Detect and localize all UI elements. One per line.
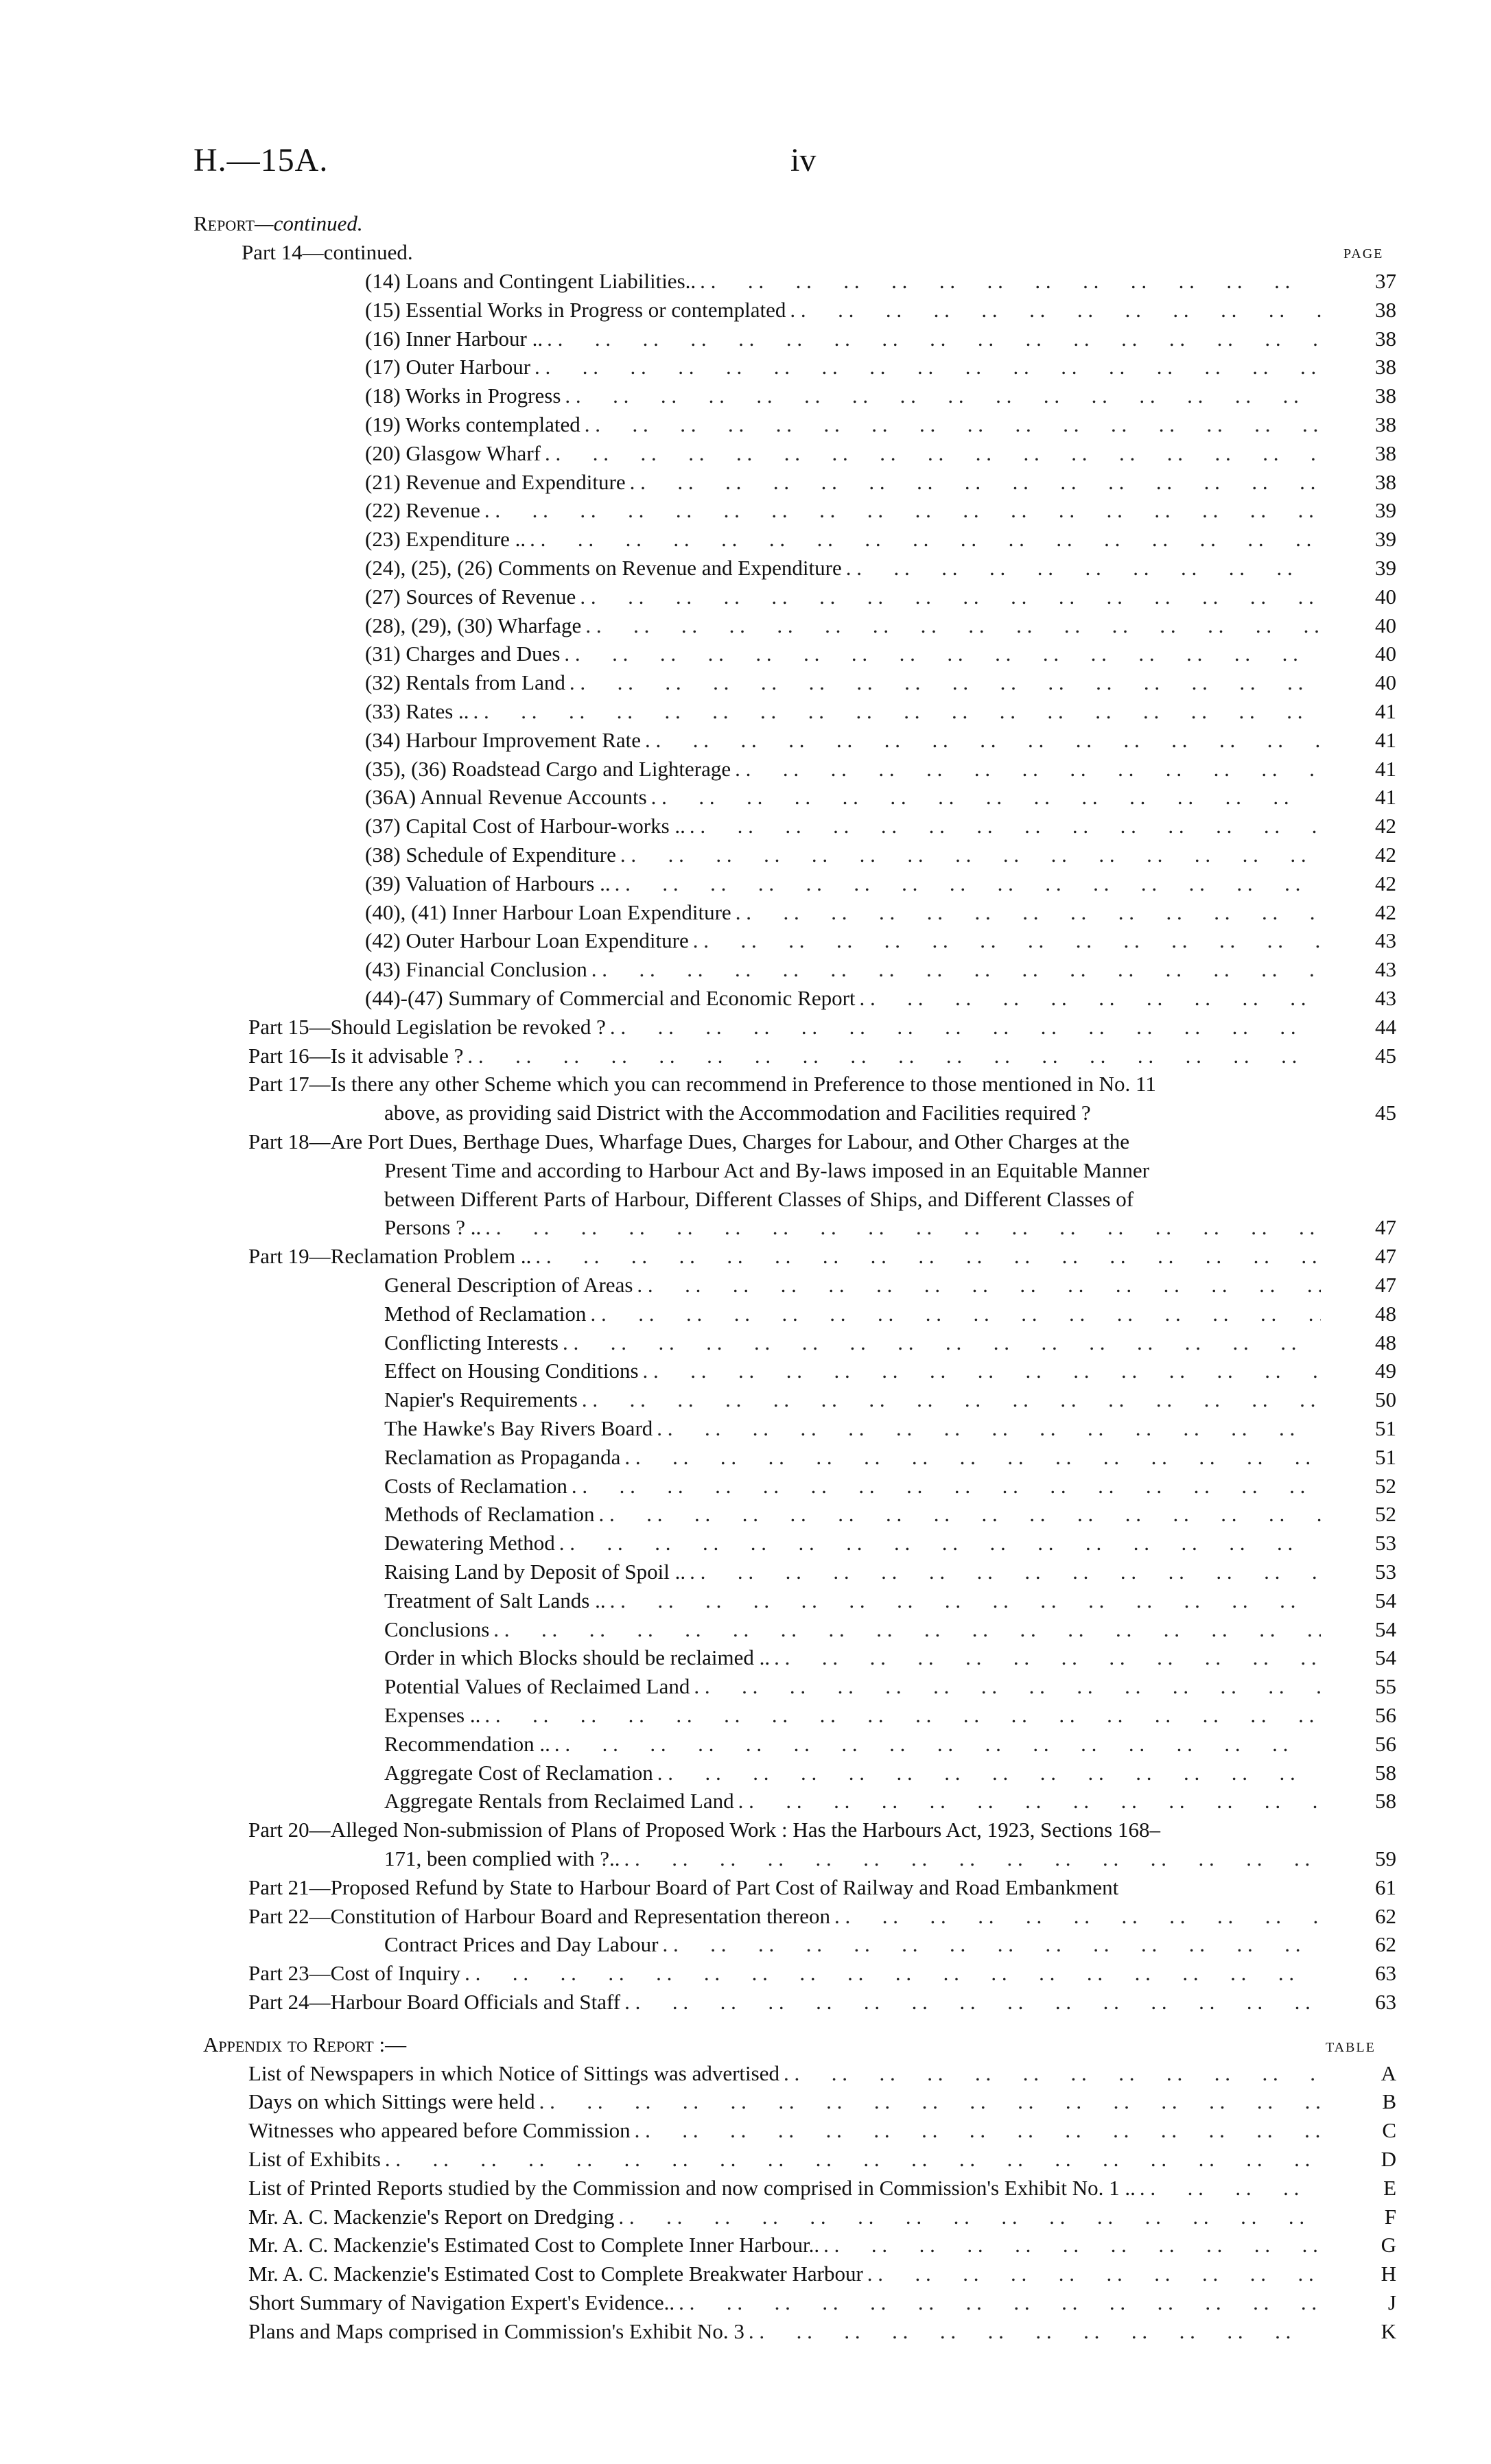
part14-item-page: 42 [1375, 871, 1396, 895]
leader-dots [1136, 2174, 1321, 2203]
part14-item [365, 668, 1321, 697]
part19-item-text: General Description of Areas [384, 1273, 633, 1297]
part14-item-page: 42 [1375, 814, 1396, 838]
part19-item-text: Potential Values of Reclaimed Land [384, 1674, 690, 1699]
leader-dots [460, 1959, 1321, 1988]
appendix-item-text: Days on which Sittings were held [248, 2089, 535, 2114]
leader-dots [842, 554, 1321, 583]
part14-item [365, 296, 1321, 325]
part14-item [365, 439, 1321, 468]
part19-item-text: Method of Reclamation [384, 1301, 587, 1326]
leader-dots [620, 1988, 1321, 2017]
leader-dots [559, 1328, 1321, 1357]
part19-item-text: Recommendation .. [384, 1731, 550, 1756]
report-heading-title: Report [193, 211, 255, 235]
part19-item-text: The Hawke's Bay Rivers Board [384, 1416, 653, 1440]
part-entry-text: Part 22—Constitution of Harbour Board and Representation thereon [248, 1903, 831, 1928]
part14-item-text: (18) Works in Progress [365, 384, 561, 408]
leader-dots [489, 1615, 1321, 1644]
leader-dots [744, 2317, 1321, 2346]
part18-last-line-page: 47 [1375, 1215, 1396, 1240]
part19-item [384, 1500, 1321, 1529]
part-entry: Part 21—Proposed Refund by State to Harbour Board of Part Cost of Railway and Road Embankment [248, 1875, 1119, 1899]
leader-dots [550, 1730, 1321, 1759]
part14-item-page: 41 [1375, 727, 1396, 752]
leader-dots [578, 1385, 1321, 1414]
part19-entry-text: Part 19—Reclamation Problem .. [248, 1244, 532, 1269]
part19-item-page: 58 [1375, 1789, 1396, 1814]
part19-item-page: 52 [1375, 1502, 1396, 1527]
part-entry [248, 1013, 1321, 1042]
leader-dots [480, 1701, 1321, 1730]
part14-item [365, 640, 1321, 668]
part14-item-text: (33) Rates .. [365, 699, 469, 723]
leader-dots [541, 439, 1321, 468]
appendix-item-text: Plans and Maps comprised in Commission's Exhibit No. 3 [248, 2319, 744, 2343]
page-column-label: PAGE [1343, 246, 1384, 261]
part14-item-page: 41 [1375, 785, 1396, 810]
appendix-item-text: List of Exhibits [248, 2147, 381, 2171]
part14-item-text: (23) Expenditure .. [365, 527, 526, 552]
part14-item-page: 41 [1375, 756, 1396, 781]
appendix-item-text: List of Newspapers in which Notice of Sittings was advertised [248, 2061, 779, 2085]
part14-item-page: 38 [1375, 355, 1396, 379]
leader-dots [463, 1042, 1321, 1070]
part14-item [365, 496, 1321, 525]
leader-dots [543, 325, 1321, 353]
part-entry-page: 61 [1375, 1875, 1396, 1899]
part19-item-text: Napier's Requirements [384, 1387, 578, 1412]
appendix-item [248, 2145, 1321, 2174]
leader-dots [830, 1902, 1321, 1931]
leader-dots [626, 468, 1321, 497]
leader-dots [526, 525, 1321, 554]
part19-item-text: Conflicting Interests [384, 1330, 559, 1354]
part14-item [365, 841, 1321, 869]
part14-item-text: (22) Revenue [365, 498, 480, 523]
part19-item [384, 1529, 1321, 1558]
leader-dots [555, 1529, 1321, 1558]
appendix-item [248, 2231, 1321, 2260]
part18-line: Present Time and according to Harbour Act and By-laws imposed in an Equitable Manner [384, 1158, 1149, 1182]
part14-item-text: (16) Inner Harbour .. [365, 326, 543, 351]
appendix-item-text: Short Summary of Navigation Expert's Evidence.. [248, 2290, 675, 2314]
part14-item-text: (34) Harbour Improvement Rate [365, 727, 642, 752]
part14-item [365, 382, 1321, 410]
part14-item [365, 267, 1321, 296]
part14-item-text: (15) Essential Works in Progress or contemplated [365, 297, 786, 322]
part14-item-page: 40 [1375, 642, 1396, 666]
part14-item-text: (21) Revenue and Expenditure [365, 469, 626, 494]
part20-line: Part 20—Alleged Non-submission of Plans of Proposed Work : Has the Harbours Act, 1923, Sections 168– [248, 1818, 1160, 1842]
part-entry-text: Contract Prices and Day Labour [384, 1932, 659, 1957]
part17-line: above, as providing said District with the Accommodation and Facilities required ? [384, 1101, 1091, 1125]
part19-item-text: Order in which Blocks should be reclaimed .. [384, 1645, 771, 1670]
part19-item-page: 51 [1375, 1416, 1396, 1440]
part-entry [248, 1988, 1321, 2017]
part14-item [365, 869, 1321, 898]
leader-dots [535, 2087, 1321, 2116]
leader-dots [690, 1672, 1321, 1701]
part14-item-text: (19) Works contemplated [365, 412, 580, 436]
part14-item [365, 926, 1321, 955]
part19-item [384, 1357, 1321, 1385]
part14-item-page: 42 [1375, 900, 1396, 924]
appendix-item [248, 2116, 1321, 2145]
part19-item-text: Effect on Housing Conditions [384, 1359, 639, 1383]
part14-item [365, 812, 1321, 841]
part17-line: Part 17—Is there any other Scheme which you can recommend in Preference to those mentioned in No. 11 [248, 1072, 1156, 1096]
part14-item-text: (38) Schedule of Expenditure [365, 843, 616, 867]
part19-item-text: Aggregate Rentals from Reclaimed Land [384, 1789, 734, 1814]
part19-item-text: Costs of Reclamation [384, 1473, 567, 1498]
part14-item-page: 38 [1375, 441, 1396, 465]
part14-item-text: (28), (29), (30) Wharfage [365, 613, 582, 637]
appendix-item-text: Mr. A. C. Mackenzie's Estimated Cost to Complete Breakwater Harbour [248, 2262, 863, 2286]
appendix-item [248, 2288, 1321, 2317]
leader-dots [481, 1213, 1321, 1242]
report-heading [193, 209, 363, 238]
leader-dots [567, 1472, 1321, 1501]
leader-dots [856, 984, 1321, 1013]
part19-item-page: 56 [1375, 1703, 1396, 1727]
part19-item-page: 58 [1375, 1760, 1396, 1785]
part18-line: between Different Parts of Harbour, Different Classes of Ships, and Different Classes of [384, 1186, 1134, 1211]
appendix-item-text: Mr. A. C. Mackenzie's Report on Dredging [248, 2204, 615, 2229]
part14-item-text: (35), (36) Roadstead Cargo and Lighterage [365, 756, 731, 781]
part14-item-page: 38 [1375, 297, 1396, 322]
part19-item [384, 1443, 1321, 1472]
part19-item-page: 55 [1375, 1674, 1396, 1699]
leader-dots [531, 1242, 1321, 1271]
part19-item-page: 50 [1375, 1387, 1396, 1412]
part14-item-text: (44)-(47) Summary of Commercial and Economic Report [365, 986, 856, 1010]
leader-dots [653, 1759, 1321, 1787]
leader-dots [530, 353, 1321, 382]
part19-entry [248, 1242, 1321, 1271]
appendix-item [248, 2174, 1321, 2203]
leader-dots [620, 1844, 1322, 1873]
leader-dots [469, 697, 1321, 726]
appendix-item [248, 2059, 1321, 2088]
appendix-item-page: G [1381, 2233, 1396, 2257]
part14-item-page: 38 [1375, 412, 1396, 436]
part19-item [384, 1271, 1321, 1300]
part14-item-text: (43) Financial Conclusion [365, 957, 587, 982]
appendix-item-page: K [1381, 2319, 1396, 2343]
report-heading-suffix: —continued. [255, 211, 363, 235]
leader-dots [614, 2203, 1321, 2231]
part14-item [365, 898, 1321, 927]
part19-item-page: 54 [1375, 1617, 1396, 1641]
part14-item [365, 783, 1321, 812]
part19-item [384, 1558, 1321, 1586]
part14-item-page: 43 [1375, 957, 1396, 982]
part-entry-page: 62 [1375, 1932, 1396, 1957]
part19-item [384, 1328, 1321, 1357]
part19-item-page: 48 [1375, 1301, 1396, 1326]
document-code: H.—15A. [193, 142, 329, 178]
leader-dots [731, 898, 1321, 927]
leader-dots [586, 1300, 1321, 1328]
leader-dots [786, 296, 1321, 325]
part14-item-page: 38 [1375, 469, 1396, 494]
appendix-item-text: List of Printed Reports studied by the Commission and now comprised in Commission's Exhibit No. 1 .. [248, 2175, 1136, 2200]
part20-last-line-page: 59 [1375, 1846, 1396, 1870]
leader-dots [616, 841, 1321, 869]
part-entry-page: 62 [1375, 1903, 1396, 1928]
leader-dots [641, 726, 1321, 755]
leader-dots [734, 1787, 1321, 1816]
leader-dots [606, 1013, 1321, 1042]
leader-dots [480, 496, 1321, 525]
part19-item [384, 1787, 1321, 1816]
part19-item-text: Treatment of Salt Lands .. [384, 1588, 606, 1612]
part14-item [365, 583, 1321, 611]
part14-item [365, 955, 1321, 984]
part14-item-page: 38 [1375, 384, 1396, 408]
part-entry-page: 63 [1375, 1961, 1396, 1986]
appendix-heading [203, 2030, 406, 2059]
part14-item [365, 697, 1321, 726]
part14-item-page: 40 [1375, 584, 1396, 609]
leader-dots [685, 1558, 1321, 1586]
leader-dots [731, 755, 1321, 784]
part-entry-page: 45 [1375, 1043, 1396, 1068]
part19-item-page: 56 [1375, 1731, 1396, 1756]
leader-dots [819, 2231, 1321, 2260]
part18-last-line-text: Persons ? .. [384, 1215, 482, 1240]
leader-dots [631, 2116, 1321, 2145]
part14-item [365, 611, 1321, 640]
part19-item [384, 1472, 1321, 1501]
appendix-item [248, 2087, 1321, 2116]
part-entry-text: Part 15—Should Legislation be revoked ? [248, 1014, 606, 1039]
part19-item-page: 48 [1375, 1330, 1396, 1354]
part19-item-text: Reclamation as Propaganda [384, 1444, 621, 1469]
part19-item-page: 49 [1375, 1359, 1396, 1383]
appendix-item-text: Witnesses who appeared before Commission [248, 2118, 631, 2143]
part14-item-text: (27) Sources of Revenue [365, 584, 576, 609]
part14-item-text: (32) Rentals from Land [365, 670, 565, 695]
part14-item [365, 726, 1321, 755]
appendix-item [248, 2260, 1321, 2288]
part14-item-page: 41 [1375, 699, 1396, 723]
leader-dots [606, 1586, 1321, 1615]
appendix-item [248, 2203, 1321, 2231]
leader-dots [639, 1357, 1321, 1385]
leader-dots [685, 812, 1321, 841]
leader-dots [647, 783, 1321, 812]
part14-item-page: 39 [1375, 556, 1396, 580]
leader-dots [658, 1930, 1321, 1959]
part14-item-page: 37 [1375, 269, 1396, 293]
part19-item [384, 1586, 1321, 1615]
leader-dots [560, 640, 1321, 668]
part19-entry-page: 47 [1375, 1244, 1396, 1269]
part20-last-line [384, 1844, 1321, 1873]
appendix-item [248, 2317, 1321, 2346]
part19-item-text: Expenses .. [384, 1703, 481, 1727]
appendix-item-page: H [1381, 2262, 1396, 2286]
part14-item-text: (17) Outer Harbour [365, 355, 531, 379]
part14-item [365, 410, 1321, 439]
leader-dots [576, 583, 1321, 611]
leader-dots [620, 1443, 1321, 1472]
part14-item-text: (37) Capital Cost of Harbour-works .. [365, 814, 685, 838]
part14-item-text: (14) Loans and Contingent Liabilities.. [365, 269, 696, 293]
leader-dots [381, 2145, 1321, 2174]
part19-item-text: Methods of Reclamation [384, 1502, 595, 1527]
page-number: iv [790, 142, 817, 178]
appendix-item-page: C [1382, 2118, 1396, 2143]
appendix-item-page: E [1383, 2175, 1396, 2200]
leader-dots [580, 410, 1321, 439]
appendix-item-page: B [1382, 2089, 1396, 2114]
leader-dots [611, 869, 1321, 898]
part14-item-page: 43 [1375, 928, 1396, 953]
part14-item-page: 39 [1375, 527, 1396, 552]
leader-dots [565, 668, 1321, 697]
part19-item [384, 1414, 1321, 1443]
leader-dots [779, 2059, 1321, 2088]
part14-item [365, 468, 1321, 497]
part19-item-text: Dewatering Method [384, 1531, 555, 1556]
leader-dots [633, 1271, 1321, 1300]
leader-dots [561, 382, 1321, 410]
appendix-item-text: Mr. A. C. Mackenzie's Estimated Cost to Complete Inner Harbour.. [248, 2233, 820, 2257]
leader-dots [581, 611, 1321, 640]
part14-item [365, 525, 1321, 554]
part19-item [384, 1730, 1321, 1759]
part14-heading: Part 14—continued. [242, 240, 413, 264]
part19-item [384, 1300, 1321, 1328]
part19-item [384, 1759, 1321, 1787]
part19-item [384, 1615, 1321, 1644]
part14-item-page: 40 [1375, 670, 1396, 695]
leader-dots [674, 2288, 1321, 2317]
part14-item-text: (36A) Annual Revenue Accounts [365, 785, 647, 810]
part19-item-page: 54 [1375, 1645, 1396, 1670]
leader-dots [587, 955, 1321, 984]
table-column-label: TABLE [1326, 2039, 1376, 2055]
part-entry-page: 63 [1375, 1990, 1396, 2014]
part14-item-page: 40 [1375, 613, 1396, 637]
part14-item [365, 353, 1321, 382]
leader-dots [770, 1643, 1321, 1672]
part19-item [384, 1701, 1321, 1730]
part-entry-text: Part 23—Cost of Inquiry [248, 1961, 461, 1986]
part19-item [384, 1643, 1321, 1672]
part-entry [384, 1930, 1321, 1959]
part-entry [248, 1959, 1321, 1988]
part14-item [365, 554, 1321, 583]
part14-item-page: 43 [1375, 986, 1396, 1010]
part14-item-text: (20) Glasgow Wharf [365, 441, 541, 465]
part14-item-page: 38 [1375, 326, 1396, 351]
part19-item-page: 53 [1375, 1531, 1396, 1556]
appendix-item-page: F [1384, 2204, 1396, 2229]
part-entry [248, 1902, 1321, 1931]
part14-item [365, 755, 1321, 784]
part-entry-text: Part 16—Is it advisable ? [248, 1043, 464, 1068]
appendix-item-page: D [1381, 2147, 1396, 2171]
part14-item [365, 984, 1321, 1013]
part19-item-page: 54 [1375, 1588, 1396, 1612]
part18-last-line [384, 1213, 1321, 1242]
leader-dots [689, 926, 1321, 955]
leader-dots [863, 2260, 1321, 2288]
part19-item-text: Raising Land by Deposit of Spoil .. [384, 1560, 686, 1584]
part-entry [248, 1042, 1321, 1070]
part14-item-text: (39) Valuation of Harbours .. [365, 871, 611, 895]
leader-dots [653, 1414, 1321, 1443]
part-entry-page: 44 [1375, 1014, 1396, 1039]
part19-item-page: 51 [1375, 1444, 1396, 1469]
part-entry-text: Part 24—Harbour Board Officials and Staff [248, 1990, 621, 2014]
part14-item-text: (24), (25), (26) Comments on Revenue and Expenditure [365, 556, 842, 580]
part14-item-text: (42) Outer Harbour Loan Expenditure [365, 928, 689, 953]
part17-page: 45 [1375, 1101, 1396, 1125]
part18-line: Part 18—Are Port Dues, Berthage Dues, Wharfage Dues, Charges for Labour, and Other Charges at the [248, 1129, 1130, 1153]
part14-item-page: 42 [1375, 843, 1396, 867]
part19-item-page: 52 [1375, 1473, 1396, 1498]
part14-item [365, 325, 1321, 353]
part19-item [384, 1385, 1321, 1414]
leader-dots [696, 267, 1321, 296]
part19-item-page: 53 [1375, 1560, 1396, 1584]
part14-item-text: (40), (41) Inner Harbour Loan Expenditure [365, 900, 731, 924]
part19-item-page: 47 [1375, 1273, 1396, 1297]
part14-item-text: (31) Charges and Dues [365, 642, 561, 666]
leader-dots [595, 1500, 1322, 1529]
part19-item-text: Conclusions [384, 1617, 490, 1641]
appendix-item-page: J [1387, 2290, 1396, 2314]
part20-last-line-text: 171, been complied with ?.. [384, 1846, 620, 1870]
part19-item [384, 1672, 1321, 1701]
part14-item-page: 39 [1375, 498, 1396, 523]
appendix-item-page: A [1381, 2061, 1396, 2085]
part19-item-text: Aggregate Cost of Reclamation [384, 1760, 653, 1785]
appendix-heading-text: Appendix to Report :— [203, 2032, 407, 2056]
